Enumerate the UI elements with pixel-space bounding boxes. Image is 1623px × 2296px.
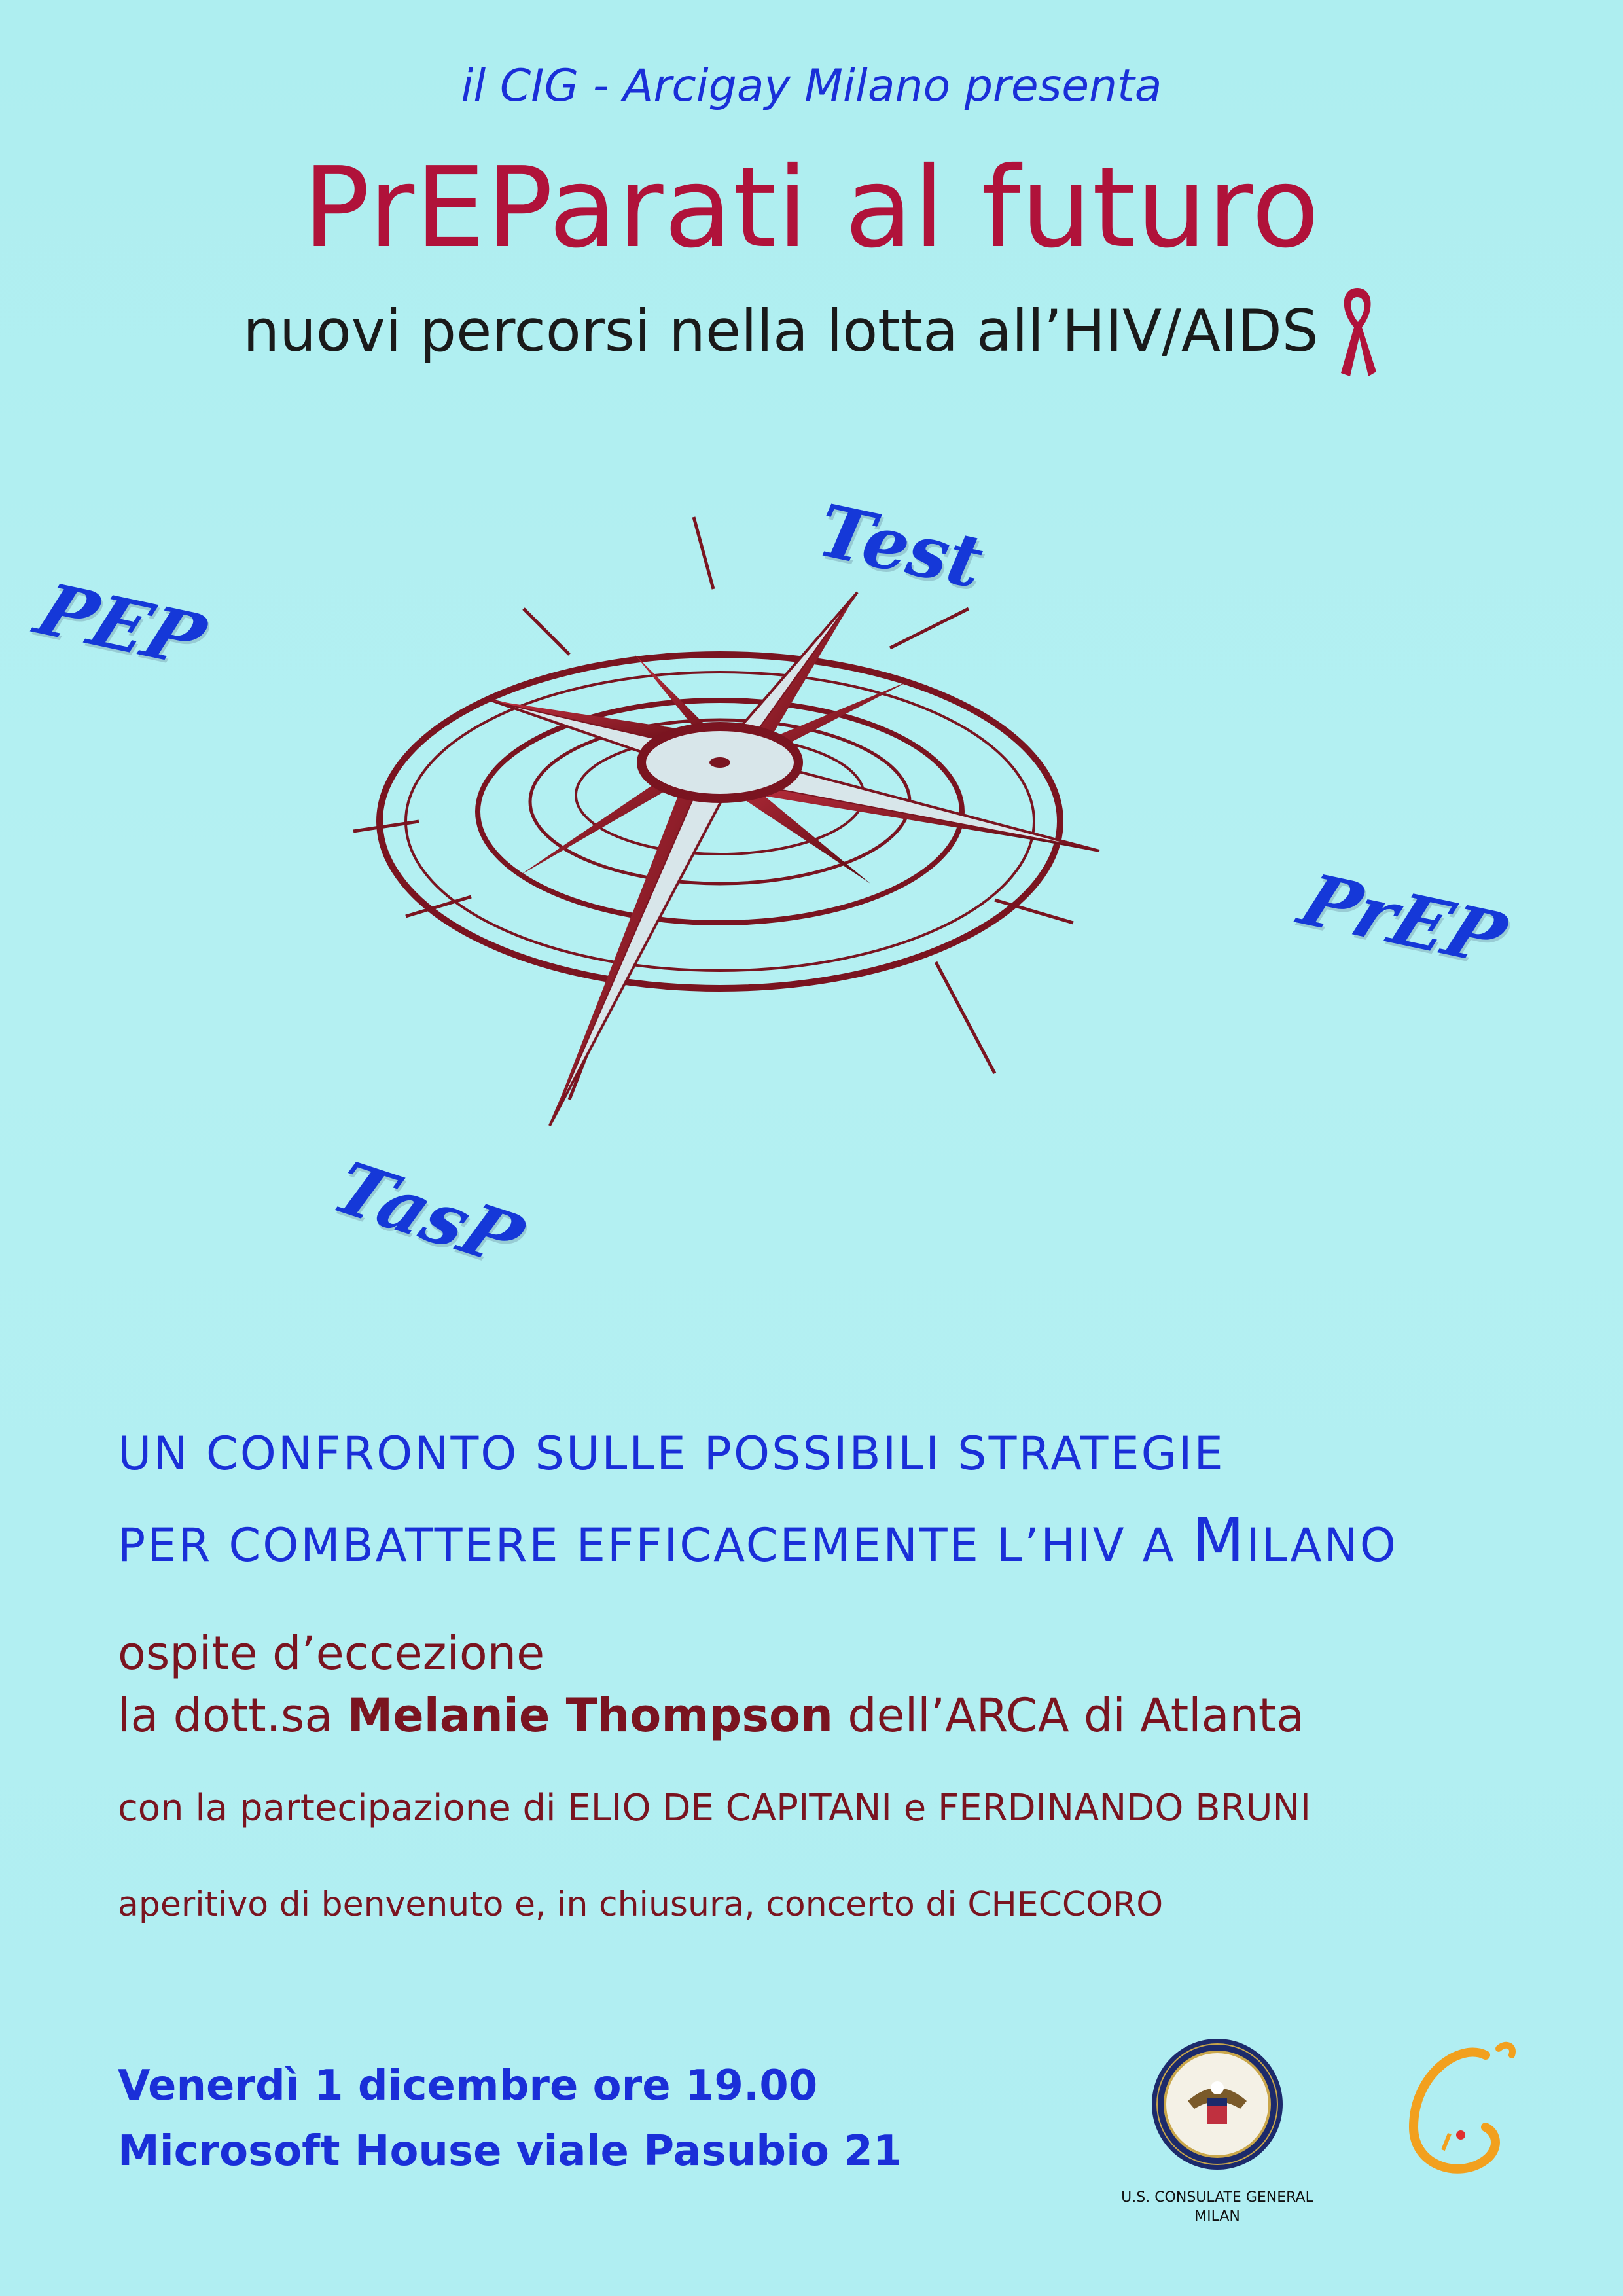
consulate-name-line-1: U.S. CONSULATE GENERAL [1121, 2189, 1313, 2206]
cig-logo-icon [1387, 2036, 1525, 2193]
guest-label: ospite d’eccezione [118, 1626, 545, 1680]
us-consulate-seal-icon [1149, 2036, 1286, 2173]
guest-name: Melanie Thompson [347, 1689, 833, 1742]
headline-line-2-prefix: PER COMBATTERE EFFICACEMENTE L’HIV A [118, 1518, 1192, 1572]
compass-label-tasp: TasP [319, 1146, 536, 1282]
headline-milano-initial: M [1192, 1505, 1247, 1575]
subtitle-row [0, 281, 1623, 380]
compass-label-test: Test [811, 488, 990, 605]
aperitivo-line: aperitivo di benvenuto e, in chiusura, concerto di CHECCORO [118, 1885, 1164, 1924]
headline-milano-rest: ILANO [1246, 1518, 1398, 1572]
participation-line: con la partecipazione di ELIO DE CAPITANI e FERDINANDO BRUNI [118, 1787, 1311, 1829]
headline-line-1: UN CONFRONTO SULLE POSSIBILI STRATEGIE [118, 1427, 1225, 1480]
guest-prefix: la dott.sa [118, 1689, 348, 1742]
consulate-name [1106, 2189, 1329, 2226]
guest-line [118, 1689, 1304, 1742]
consulate-logo-block [1106, 2036, 1329, 2226]
event-venue: Microsoft House viale Pasubio 21 [118, 2127, 902, 2176]
event-date: Venerdì 1 dicembre ore 19.00 [118, 2062, 818, 2110]
red-ribbon-icon [1334, 281, 1380, 380]
guest-affiliation: dell’ARCA di Atlanta [832, 1689, 1305, 1742]
compass-label-pep: PEP [25, 567, 217, 682]
poster-subtitle: nuovi percorsi nella lotta all’HIV/AIDS [243, 296, 1319, 365]
headline-line-2 [118, 1505, 1398, 1575]
compass-label-prep: PrEP [1288, 858, 1518, 980]
poster-title: PrEParati al futuro [302, 143, 1321, 273]
presenter-line: il CIG - Arcigay Milano presenta [461, 60, 1162, 112]
consulate-name-line-2: MILAN [1194, 2208, 1240, 2225]
